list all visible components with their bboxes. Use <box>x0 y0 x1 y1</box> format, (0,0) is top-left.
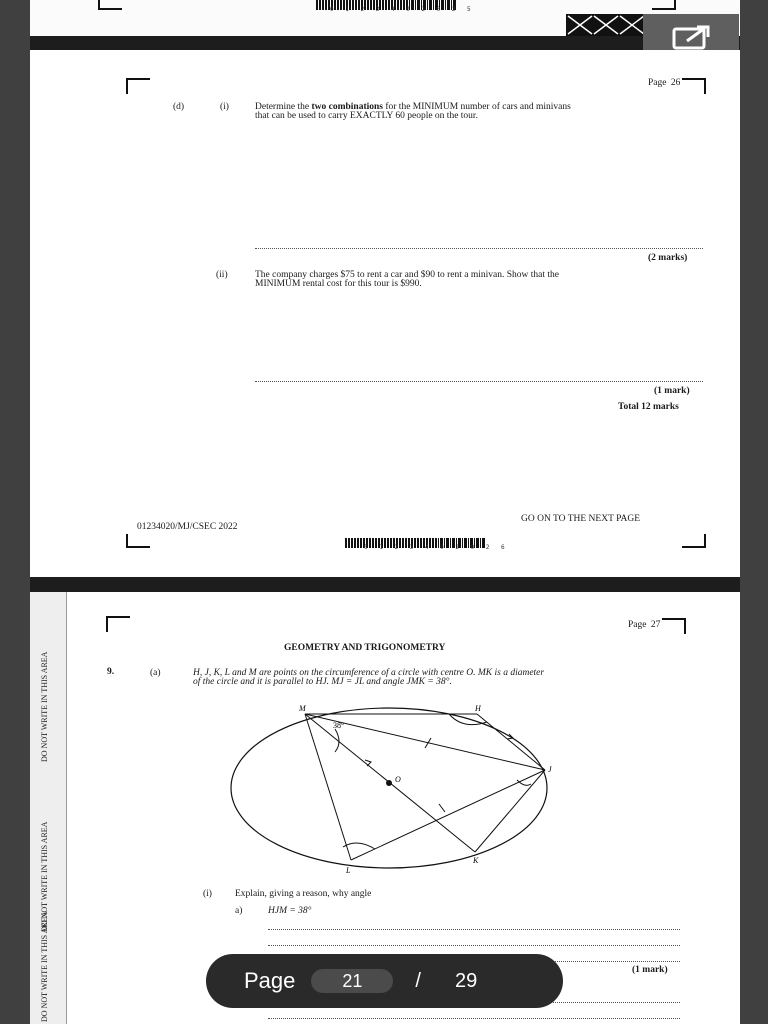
label-k: K <box>473 856 479 865</box>
page-gap <box>30 577 740 592</box>
question-text: for the MINIMUM number of cars and minivans <box>382 102 571 112</box>
barcode-bar <box>361 538 362 548</box>
exam-code: 01234020/MJ/CSEC 2022 <box>137 522 238 532</box>
angle-arc-j <box>517 780 531 785</box>
crop-mark <box>126 78 150 94</box>
crop-mark <box>662 618 686 634</box>
part-ii-label: (ii) <box>216 270 228 280</box>
marks-label: (2 marks) <box>648 253 688 263</box>
barcode-bar <box>316 0 318 10</box>
page-number: 26 <box>670 78 681 88</box>
explain-prompt: Explain, giving a reason, why angle <box>235 889 372 899</box>
question-number: 9. <box>107 667 115 677</box>
question-9a-line2: of the circle and it is parallel to HJ. MJ = JL and angle JMK = 38°. <box>193 677 452 687</box>
barcode-bar <box>319 0 320 10</box>
go-on-text: GO ON TO THE NEXT PAGE <box>521 514 641 524</box>
answer-line <box>268 929 680 930</box>
circle-diagram <box>225 702 555 877</box>
label-l: L <box>346 866 351 875</box>
answer-line <box>255 248 703 249</box>
part-d-label: (d) <box>173 102 185 112</box>
angle-arc-l <box>343 843 375 849</box>
margin-text: DO NOT WRITE IN THIS AREA <box>40 821 49 932</box>
chord-lj <box>351 770 545 860</box>
document-page-26 <box>30 50 740 577</box>
crop-mark <box>652 0 676 10</box>
question-d-ii-line2: MINIMUM rental cost for this tour is $990. <box>255 279 422 289</box>
barcode-digits: 0 1 2 3 4 0 2 0 2 5 <box>330 6 475 13</box>
barcode-bar <box>325 0 326 10</box>
current-page-input[interactable]: 21 <box>311 969 393 993</box>
page-indicator-label: Page <box>244 968 296 993</box>
barcode-bar <box>349 538 350 548</box>
marks-label: (1 mark) <box>632 965 668 975</box>
barcode-bar <box>348 538 349 548</box>
part-i-label: (i) <box>203 889 212 899</box>
barcode-bar <box>326 0 327 10</box>
barcode-bar <box>355 538 356 548</box>
section-title: GEOMETRY AND TRIGONOMETRY <box>284 643 446 653</box>
part-i-label: (i) <box>220 102 229 112</box>
barcode-bar <box>360 538 361 548</box>
centre-point <box>386 780 392 786</box>
sub-a-label: a) <box>235 906 243 916</box>
total-pages: 29 <box>454 969 478 992</box>
label-h: H <box>475 704 481 713</box>
total-marks: Total 12 marks <box>618 402 679 412</box>
label-o: O <box>395 775 401 784</box>
chord-ml <box>305 714 351 860</box>
crop-mark <box>126 534 150 548</box>
angle-38-label: 38° <box>333 721 345 730</box>
page-label: Page <box>648 78 667 88</box>
equal-tick <box>439 804 445 812</box>
margin-text: DO NOT WRITE IN THIS AREA <box>40 911 49 1022</box>
page-label: Page <box>628 620 647 630</box>
question-bold-text: two combinations <box>311 102 383 112</box>
redaction-mark <box>566 14 646 36</box>
label-j: J <box>548 765 552 774</box>
page-number: 27 <box>650 620 661 630</box>
question-9a-line1: H, J, K, L and M are points on the circumference of a circle with centre O. MK is a diameter <box>193 668 545 678</box>
page-gap <box>30 36 740 50</box>
barcode-digits: 0 1 2 3 4 0 2 0 2 6 <box>364 544 509 551</box>
page-indicator[interactable] <box>206 954 563 1008</box>
marks-label: (1 mark) <box>654 386 690 396</box>
do-not-write-margin <box>30 592 67 1024</box>
barcode-bar <box>351 538 353 548</box>
answer-line <box>268 945 680 946</box>
part-a-label: (a) <box>150 668 161 678</box>
crop-mark <box>98 0 122 10</box>
crop-mark <box>106 616 130 632</box>
barcode-bar <box>357 538 359 548</box>
sub-a-angle: HJM = 38° <box>268 906 312 916</box>
page-header <box>648 78 680 88</box>
question-d-ii-line1: The company charges $75 to rent a car and $90 to rent a minivan. Show that the <box>255 270 559 280</box>
crop-mark <box>682 534 706 548</box>
barcode-bar <box>320 0 321 10</box>
barcode-bar <box>354 538 355 548</box>
margin-text: DO NOT WRITE IN THIS AREA <box>40 651 49 762</box>
barcode-bar <box>322 0 324 10</box>
label-m: M <box>299 704 306 713</box>
page-separator: / <box>415 969 421 992</box>
answer-line <box>268 1018 680 1019</box>
crop-mark <box>682 78 706 94</box>
answer-line <box>255 381 703 382</box>
question-d-i-line2: that can be used to carry EXACTLY 60 people on the tour. <box>255 111 478 121</box>
question-text: Determine the <box>255 102 312 112</box>
barcode-bar <box>345 538 347 548</box>
page-header <box>628 620 660 630</box>
